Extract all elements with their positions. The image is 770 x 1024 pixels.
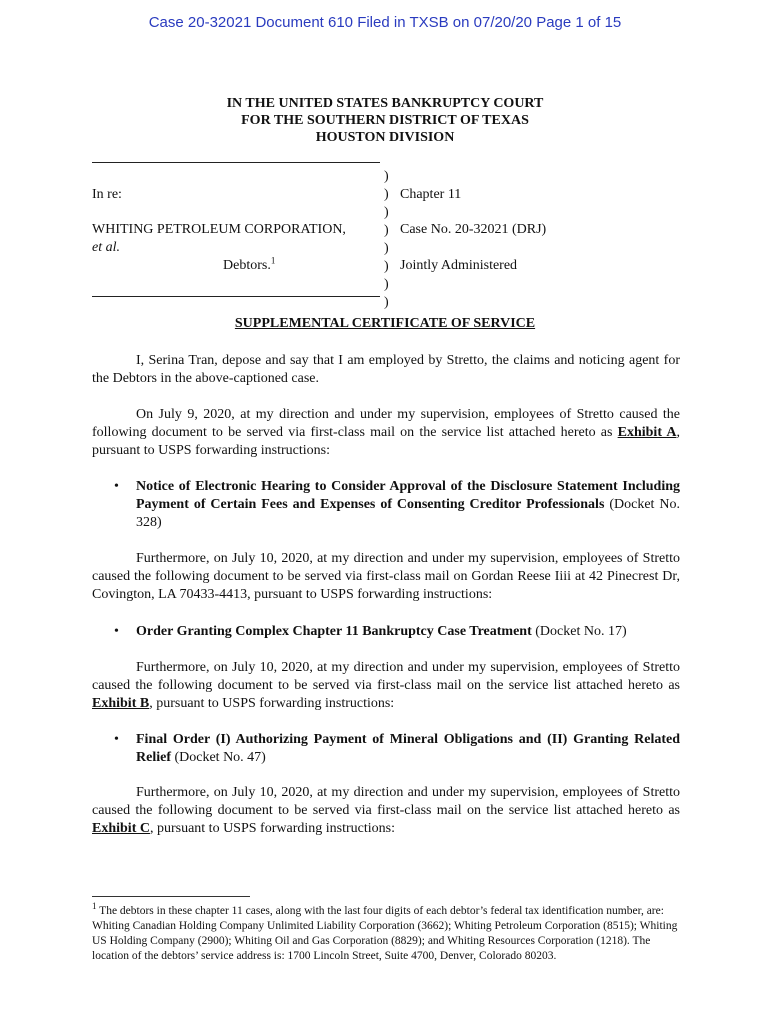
paragraph-5: Furthermore, on July 10, 2020, at my direction and under my supervision, employees of Stretto caused the following document to be served via first-class mail on the service list attached hereto as Exhibit C, pursuant to USPS forwarding instructions: xyxy=(92,785,680,836)
caption-case-no: Case No. 20-32021 (DRJ) xyxy=(400,222,547,237)
bullet-item-3: Final Order (I) Authorizing Payment of Mineral Obligations and (II) Granting Related Relief (Docket No. 47) xyxy=(136,732,680,765)
court-line-1: IN THE UNITED STATES BANKRUPTCY COURT xyxy=(226,96,544,111)
exhibit-a-ref: Exhibit A xyxy=(617,425,677,440)
caption-top-rule xyxy=(92,162,380,163)
footnote-rule xyxy=(92,896,250,897)
exhibit-c-ref: Exhibit C xyxy=(92,821,150,836)
document-title: SUPPLEMENTAL CERTIFICATE OF SERVICE xyxy=(234,316,536,331)
caption-debtor-name: WHITING PETROLEUM CORPORATION, xyxy=(92,222,346,237)
court-line-3: HOUSTON DIVISION xyxy=(315,130,455,145)
caption-parentheses: ) ) ) ) ) ) ) ) xyxy=(384,169,389,310)
bullet-dot-3: • xyxy=(114,732,119,747)
caption-bottom-rule xyxy=(92,296,380,297)
bullet-item-2: Order Granting Complex Chapter 11 Bankruptcy Case Treatment (Docket No. 17) xyxy=(136,624,627,639)
paragraph-3: Furthermore, on July 10, 2020, at my direction and under my supervision, employees of Stretto caused the following document to be served via first-class mail on Gordan Reese Iiii at 42 Pinecrest Dr, Covington, LA 70433-4413, pursuant to USPS forwarding instructions: xyxy=(92,551,680,602)
footnote: $^1$ The debtors in these chapter 11 cases, along with the last four digits of each debtor’s federal tax identification number, are: Whiting Canadian Holding Company Unlimited Liability Corporation (3662); Whiting Petroleum Corporation (8515); Whiting US Holding Company (2900); Whiting Oil and Gas Corporation (8829); and Whiting Resources Corporation (1218). The location of the debtors’ service address is: 1700 Lincoln Street, Suite 4700, Denver, Colorado 80203. xyxy=(92,901,678,962)
footnote-number: 1 xyxy=(92,901,97,912)
caption-in-re: In re: xyxy=(92,187,122,202)
caption-debtors-label: Debtors.$^1$ xyxy=(223,255,276,273)
exhibit-b-ref: Exhibit B xyxy=(92,696,150,711)
filing-stamp: Case 20-32021 Document 610 Filed in TXSB on 07/20/20 Page 1 of 15 xyxy=(148,14,622,31)
caption-et-al: et al. xyxy=(92,240,120,255)
bullet-dot-2: • xyxy=(114,624,119,639)
court-line-2: FOR THE SOUTHERN DISTRICT OF TEXAS xyxy=(241,113,529,128)
paragraph-1: I, Serina Tran, depose and say that I am employed by Stretto, the claims and noticing agent for the Debtors in the above-captioned case. xyxy=(92,353,680,386)
court-heading xyxy=(0,95,770,146)
caption-chapter: Chapter 11 xyxy=(400,187,462,202)
bullet-dot-1: • xyxy=(114,479,119,494)
paragraph-2: On July 9, 2020, at my direction and under my supervision, employees of Stretto caused the following document to be served via first-class mail on the service list attached hereto as Exhibit A, pursuant to USPS forwarding instructions: xyxy=(92,407,680,458)
paragraph-4: Furthermore, on July 10, 2020, at my direction and under my supervision, employees of Stretto caused the following document to be served via first-class mail on the service list attached hereto as Exhibit B, pursuant to USPS forwarding instructions: xyxy=(92,660,680,711)
caption-jointly-administered: Jointly Administered xyxy=(400,258,518,273)
bullet-item-1: Notice of Electronic Hearing to Consider Approval of the Disclosure Statement Including Payment of Certain Fees and Expenses of Consenting Creditor Professionals (Docket No. 328) xyxy=(136,479,680,530)
footnote-ref: 1 xyxy=(270,255,276,266)
